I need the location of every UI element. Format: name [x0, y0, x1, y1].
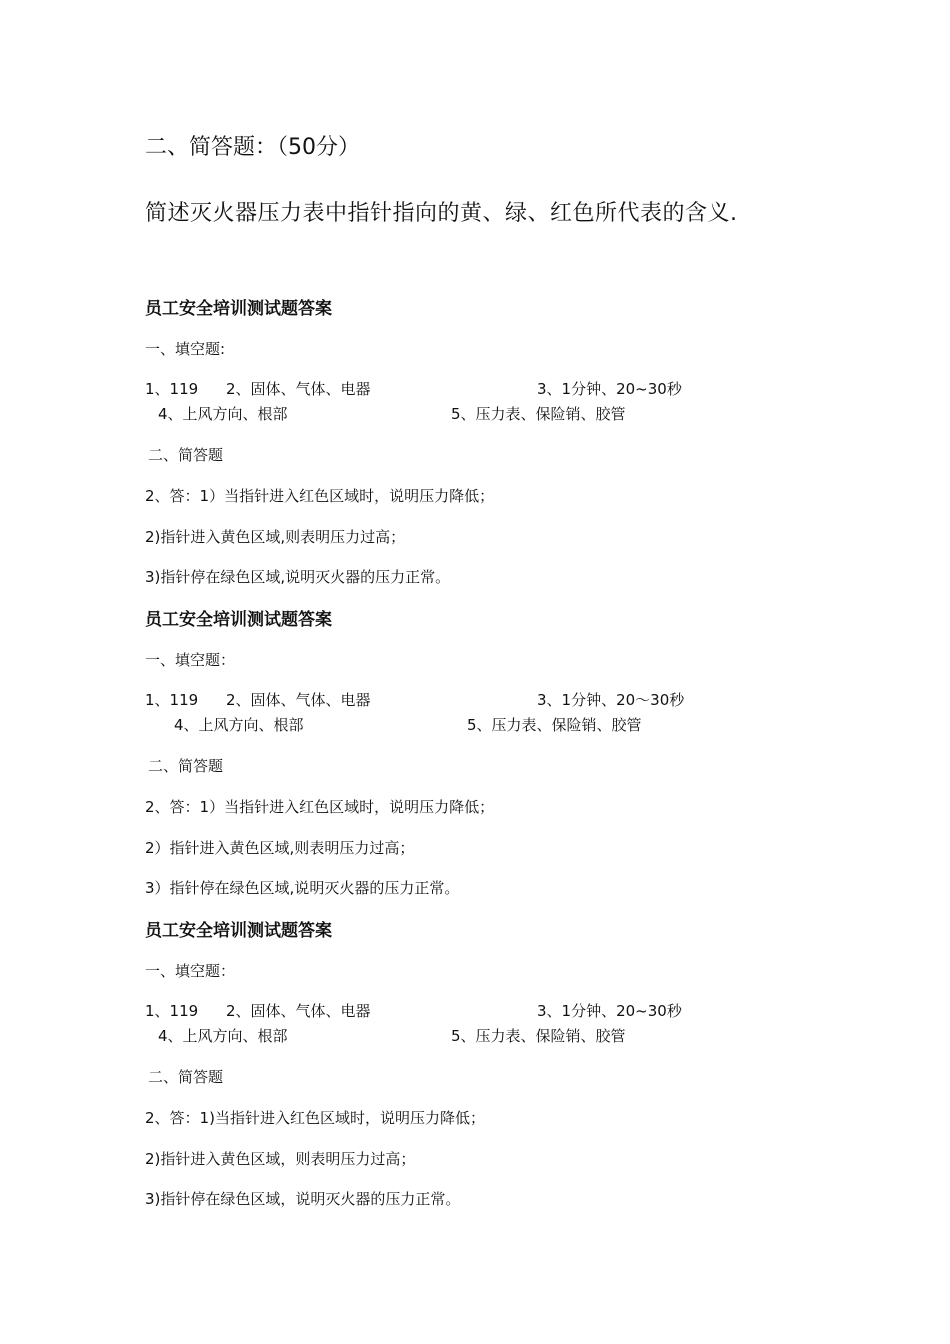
fill-answer-5: 5、压力表、保险销、胶管: [467, 716, 642, 734]
fill-answer-4: 4、上风方向、根部: [174, 716, 304, 734]
fill-answer-1: 1、119: [145, 380, 199, 398]
fill-blank-heading: 一、填空题:: [145, 340, 226, 358]
question-text: 简述灭火器压力表中指针指向的黄、绿、红色所代表的含义.: [145, 201, 738, 226]
fill-blank-heading: 一、填空题：: [145, 962, 236, 980]
short-answer-heading: 二、简答题: [148, 757, 224, 775]
fill-answer-3: 3、1分钟、20~30秒: [537, 380, 682, 398]
answer-title: 员工安全培训测试题答案: [145, 921, 332, 941]
fill-answer-4: 4、上风方向、根部: [158, 405, 288, 423]
short-answer-line: 2、答：1)当指针进入红色区域时，说明压力降低；: [145, 1109, 485, 1127]
short-answer-line: 2）指针进入黄色区域,则表明压力过高；: [145, 839, 415, 857]
fill-answer-1: 1、119: [145, 1002, 199, 1020]
fill-answer-2: 2、固体、气体、电器: [226, 1002, 371, 1020]
short-answer-line: 2、答：1）当指针进入红色区域时，说明压力降低；: [145, 487, 495, 505]
answer-title: 员工安全培训测试题答案: [145, 299, 332, 319]
short-answer-line: 3）指针停在绿色区域,说明灭火器的压力正常。: [145, 879, 460, 897]
fill-answer-2: 2、固体、气体、电器: [226, 691, 371, 709]
short-answer-line: 3)指针停在绿色区域，说明灭火器的压力正常。: [145, 1190, 461, 1208]
fill-answer-3: 3、1分钟、20~30秒: [537, 1002, 682, 1020]
short-answer-line: 3)指针停在绿色区域,说明灭火器的压力正常。: [145, 568, 451, 586]
fill-answer-4: 4、上风方向、根部: [158, 1027, 288, 1045]
section-heading: 二、简答题：（50分）: [145, 135, 360, 160]
fill-answer-2: 2、固体、气体、电器: [226, 380, 371, 398]
answer-title: 员工安全培训测试题答案: [145, 610, 332, 630]
short-answer-heading: 二、简答题: [148, 1068, 224, 1086]
fill-answer-3: 3、1分钟、20～30秒: [537, 691, 685, 709]
short-answer-line: 2)指针进入黄色区域，则表明压力过高；: [145, 1150, 416, 1168]
fill-blank-heading: 一、填空题：: [145, 651, 236, 669]
fill-answer-1: 1、119: [145, 691, 199, 709]
short-answer-line: 2)指针进入黄色区域,则表明压力过高；: [145, 528, 406, 546]
short-answer-heading: 二、简答题: [148, 446, 224, 464]
short-answer-line: 2、答：1）当指针进入红色区域时，说明压力降低；: [145, 798, 495, 816]
fill-answer-5: 5、压力表、保险销、胶管: [451, 405, 626, 423]
fill-answer-5: 5、压力表、保险销、胶管: [451, 1027, 626, 1045]
